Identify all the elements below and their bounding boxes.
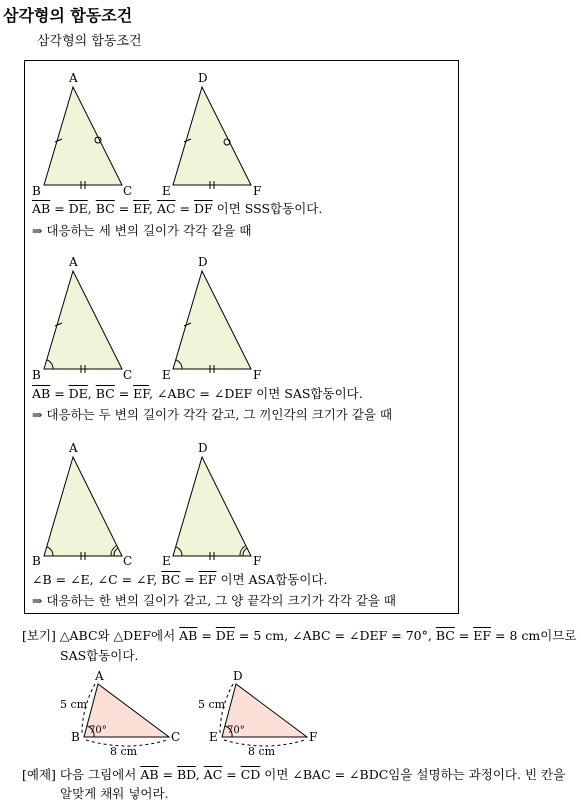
- svg-text:F: F: [253, 368, 262, 382]
- example-line2: 알맞게 채워 넣어라.: [60, 786, 169, 801]
- page-title: 삼각형의 합동조건: [3, 6, 133, 25]
- triangle-abc: [44, 87, 122, 185]
- asa-explain: ⇒ 대응하는 한 변의 길이가 같고, 그 양 끝각의 크기가 각각 같을 때: [32, 593, 397, 608]
- svg-text:C: C: [171, 730, 181, 744]
- asa-statement: ∠B = ∠E, ∠C = ∠F, $\overline{BC} = \overline{EF}$ 이면 ASA합동이다.: [32, 572, 328, 587]
- svg-text:C: C: [123, 554, 133, 568]
- section-subtitle: 삼각형의 합동조건: [37, 34, 142, 49]
- svg-text:F: F: [309, 730, 318, 744]
- sss-explain: ⇒ 대응하는 세 변의 길이가 각각 같을 때: [32, 223, 252, 238]
- label-a: A: [69, 71, 78, 85]
- label-c: C: [123, 184, 133, 198]
- example-line1: [예제] 다음 그림에서 $\overline{AB} = \overline{BD}$, $\overline{AC} = \overline{CD}$ 이면 ∠BAC = ∠BDC임을 설명하는 과정이다. 빈 칸을: [22, 767, 566, 782]
- svg-text:5 cm: 5 cm: [198, 698, 226, 711]
- sas-explain: ⇒ 대응하는 두 변의 길이가 각각 같고, 그 끼인각의 크기가 같을 때: [32, 407, 393, 422]
- svg-text:E: E: [162, 554, 171, 568]
- label-b: B: [32, 184, 41, 198]
- svg-text:5 cm: 5 cm: [60, 698, 88, 711]
- svg-text:D: D: [233, 669, 243, 683]
- svg-text:B: B: [32, 554, 41, 568]
- svg-text:A: A: [69, 255, 78, 269]
- svg-text:B: B: [71, 730, 80, 744]
- sas-figure: [32, 255, 261, 382]
- sss-statement: $\overline{AB} = \overline{DE}$, $\overline{BC} = \overline{EF}$, $\overline{AC} = \overline{DF}$ 이면 SSS합동이다.: [32, 201, 323, 216]
- bogi-line2: SAS합동이다.: [60, 648, 139, 663]
- svg-text:F: F: [253, 554, 262, 568]
- label-f: F: [253, 184, 262, 198]
- asa-figure: [32, 441, 261, 568]
- svg-text:B: B: [32, 368, 41, 382]
- triangle-def: [173, 87, 251, 185]
- label-e: E: [162, 184, 171, 198]
- svg-text:D: D: [198, 255, 208, 269]
- svg-text:E: E: [162, 368, 171, 382]
- bogi-figure: [60, 669, 317, 758]
- svg-text:C: C: [123, 368, 133, 382]
- svg-text:70°: 70°: [227, 725, 245, 736]
- svg-text:E: E: [209, 730, 218, 744]
- svg-text:A: A: [69, 441, 78, 455]
- svg-text:8 cm: 8 cm: [110, 745, 138, 758]
- label-d: D: [198, 71, 208, 85]
- bogi-line1: [보기] △ABC와 △DEF에서 $\overline{AB} = \overline{DE} = 5$ cm, ∠ABC = ∠DEF = 70°, $\overline{BC} = \overline{EF} = 8$ cm이므로: [22, 628, 577, 643]
- svg-text:D: D: [198, 441, 208, 455]
- svg-text:A: A: [95, 669, 104, 683]
- sss-figure: [32, 71, 261, 198]
- svg-text:70°: 70°: [89, 725, 107, 736]
- svg-text:8 cm: 8 cm: [248, 745, 276, 758]
- sas-statement: $\overline{AB} = \overline{DE}$, $\overline{BC} = \overline{EF}$, ∠ABC = ∠DEF 이면 SAS합동이다.: [32, 386, 363, 401]
